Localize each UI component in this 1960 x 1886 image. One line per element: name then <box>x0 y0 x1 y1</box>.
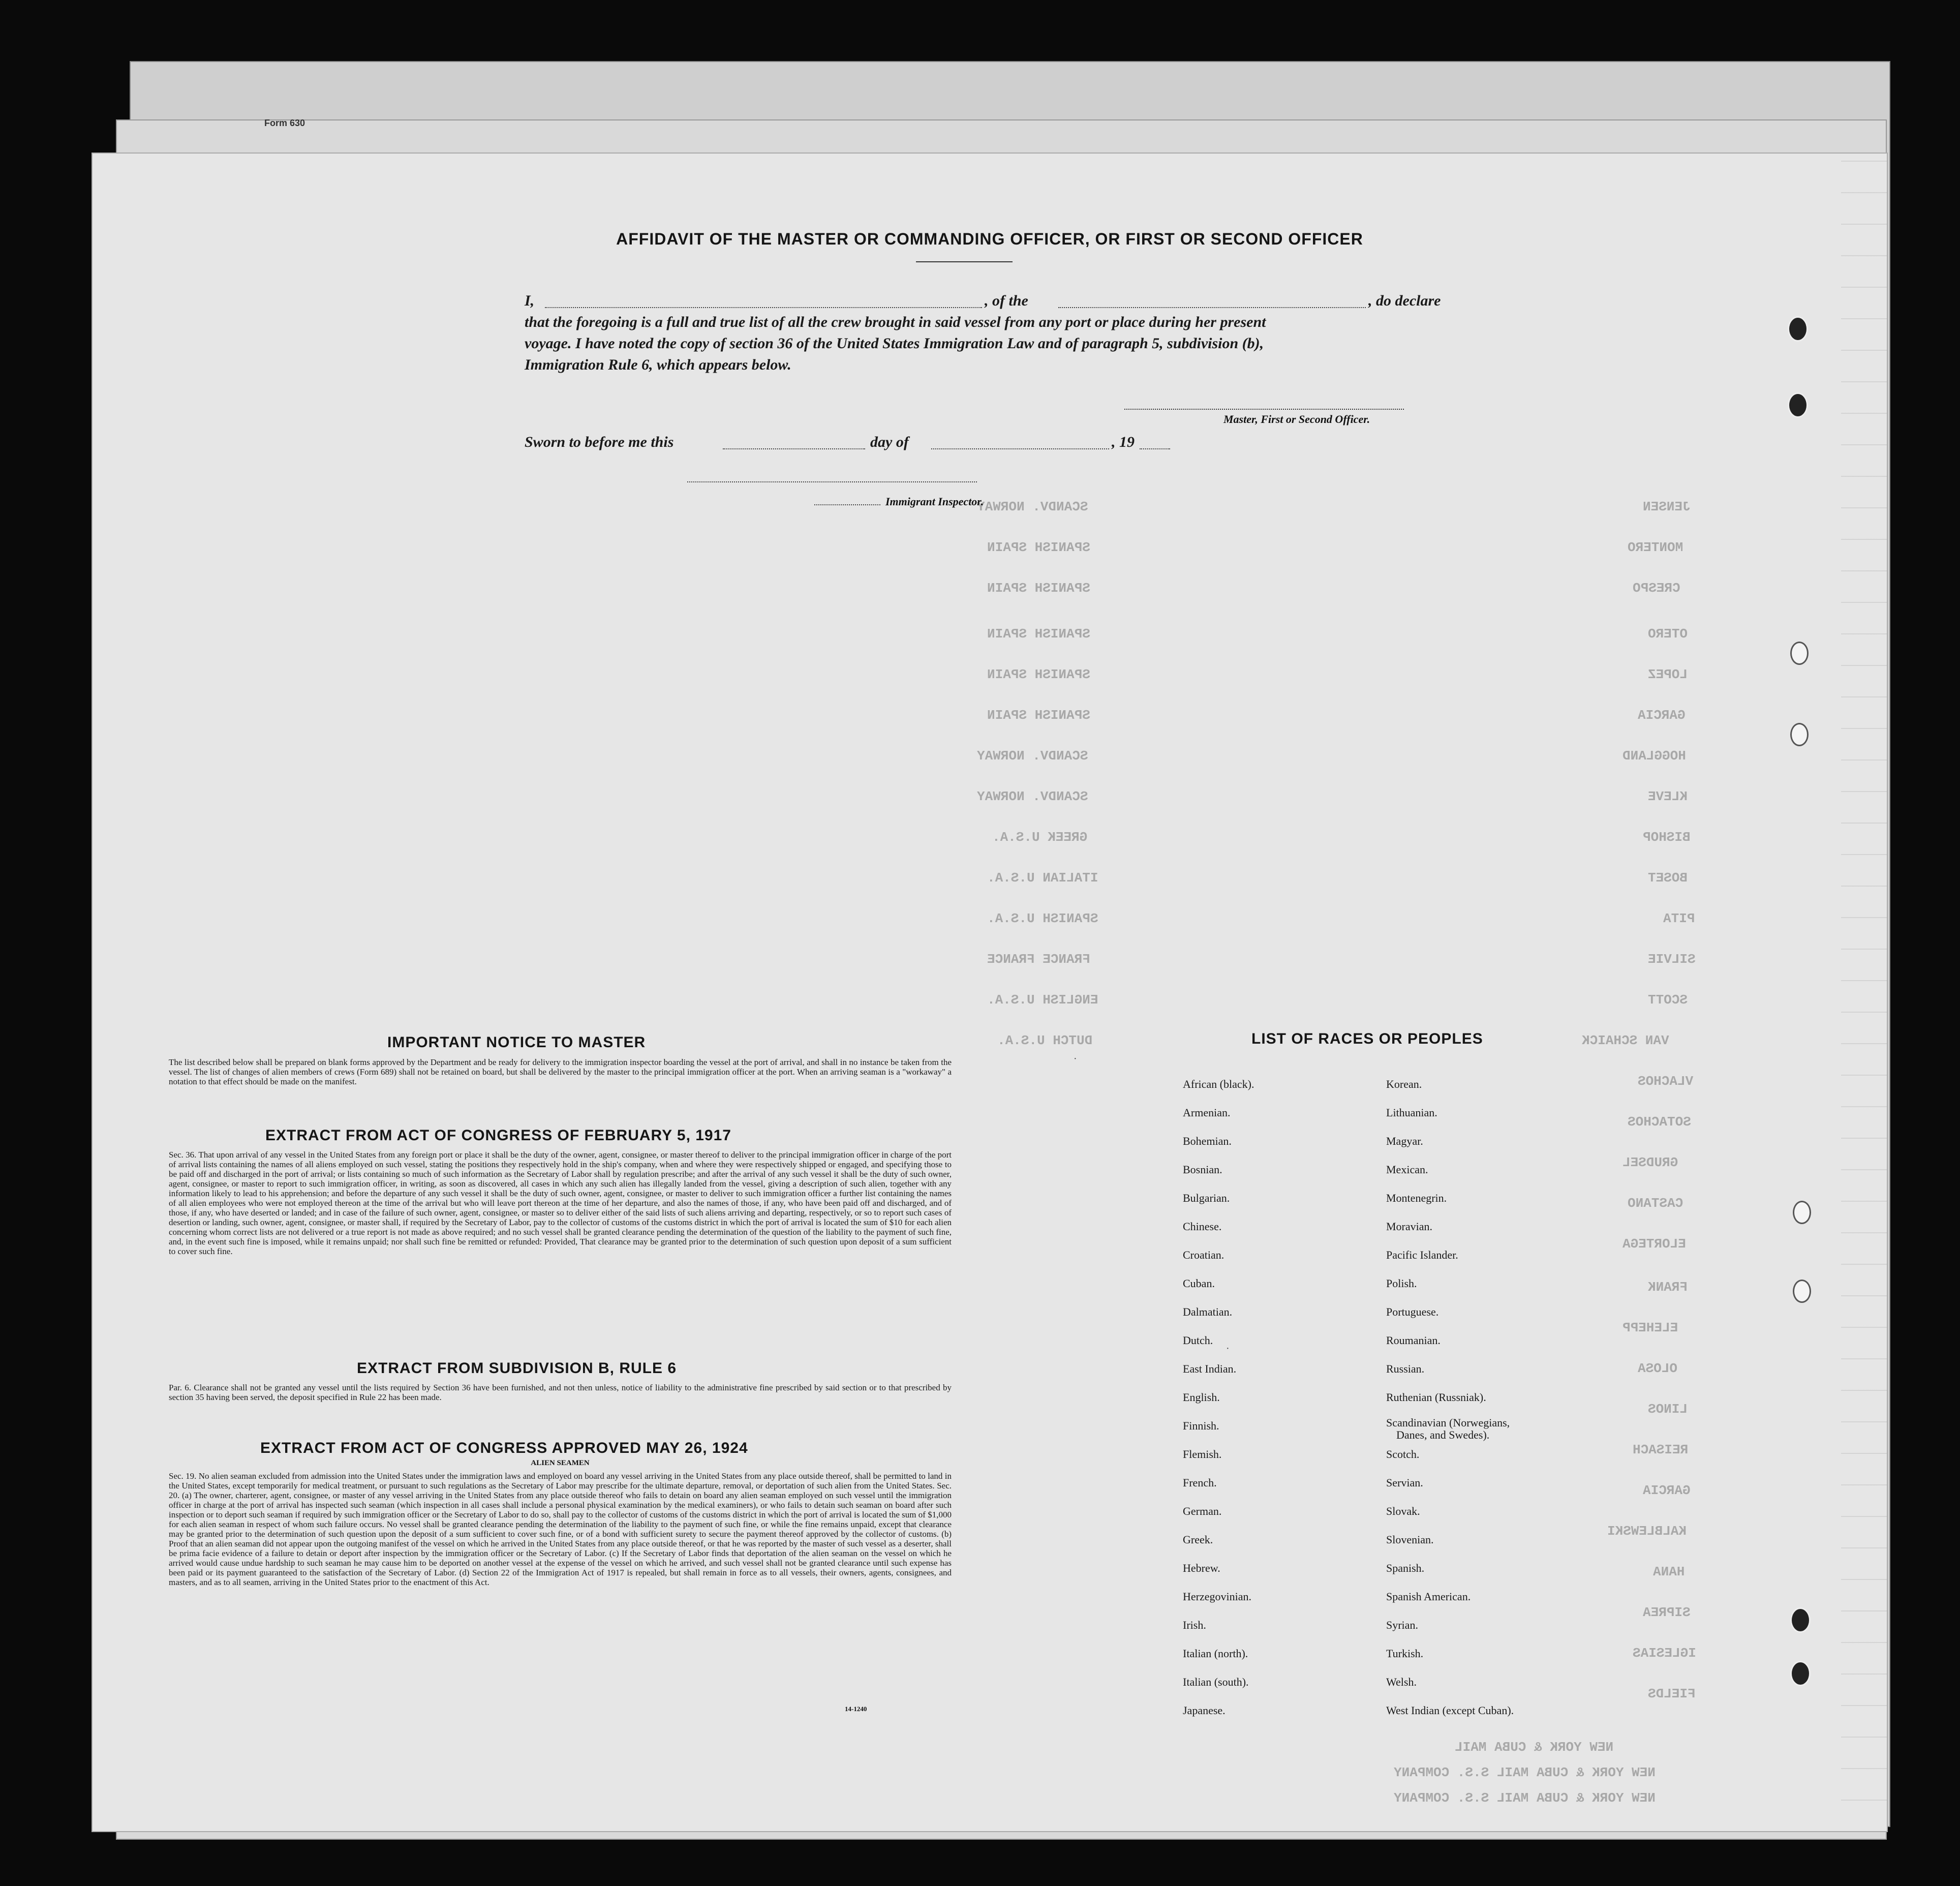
race-item: Mexican. <box>1386 1163 1428 1176</box>
binder-hole <box>1793 1201 1811 1224</box>
ghost-nationality: ITALIAN U.S.A. <box>987 870 1098 886</box>
extract-1917-text: Sec. 36. That upon arrival of any vessel in the United States from any foreign port or place it shall be the duty of the owner, agent, consignee, or master thereof to deliver to the principal immigration officer in charge of the port of arrival lists containing the names of all aliens employed on such vessel, stating the positions they respectively hold in the ship's company, when and where they were respectively shipped or engaged, and specifying those to be paid off and discharged in the port of arrival; or lists containing so much of such information as the Secretary of Labor shall by regulation prescribe; and after the arrival of any such vessel it shall be the duty of such owner, agent, consignee, or master to report to such immigration officer, in writing, as soon as discovered, all cases in which any such alien has illegally landed from the vessel, giving a description of such alien, together with any information likely to lead to his apprehension; and before the departure of any such vessel it shall be the duty of such owner, agent, consignee, or master to deliver to such immigration officer a further list containing the names of all alien employees who were not employed thereon at the time of the arrival but who will leave port thereon at the time of her departure, and also the names of those, if any, who have been paid off and discharged, and of those, if any, who have deserted or landed; and in case of the failure of such owner, agent, consignee, or master so to deliver either of the said lists of such aliens arriving and departing, respectively, or so to report such cases of desertion or landing, such owner, agent, consignee, or master shall, if required by the Secretary of Labor, pay to the collector of customs of the customs district in which the port of arrival is located the sum of $10 for each alien concerning whom correct lists are not delivered or a true report is not made as above required; and no such vessel shall be granted clearance pending the determination of the question of the liability to the payment of such fine, and, in the event such fine is imposed, while it remains unpaid; nor shall such fine be remitted or refunded: Provided, That clearance may be granted prior to the determination of such question upon deposit of a sum sufficient to cover such fine. <box>169 1150 952 1256</box>
race-item: Bosnian. <box>1183 1163 1222 1176</box>
ghost-name: KLEVE <box>1648 789 1688 804</box>
binder-hole <box>1790 1607 1811 1633</box>
ghost-nationality: GREEK U.S.A. <box>992 830 1088 845</box>
binder-hole <box>1790 642 1809 665</box>
ghost-nationality: SCANDV. NORWAY <box>977 499 1088 514</box>
do-declare-label: , do declare <box>1368 292 1441 309</box>
race-item: Herzegovinian. <box>1183 1590 1251 1603</box>
ghost-name: VLACHOS <box>1638 1074 1694 1089</box>
ghost-name: FIELDS <box>1648 1686 1696 1701</box>
day-blank[interactable] <box>723 448 865 449</box>
signature-line[interactable] <box>1124 409 1404 410</box>
tick-mark: · <box>1074 1053 1077 1064</box>
ghost-nationality: SPANISH SPAIN <box>987 708 1090 723</box>
race-item: German. <box>1183 1505 1222 1517</box>
race-item: Italian (south). <box>1183 1676 1249 1688</box>
extract-rule6-title: EXTRACT FROM SUBDIVISION B, RULE 6 <box>357 1360 677 1377</box>
race-item: Roumanian. <box>1386 1334 1441 1347</box>
ghost-name: SOTACHOS <box>1628 1114 1691 1130</box>
notice-title: IMPORTANT NOTICE TO MASTER <box>387 1034 646 1051</box>
ghost-name: PITA <box>1663 911 1695 926</box>
race-item: English. <box>1183 1391 1220 1404</box>
race-item: Servian. <box>1386 1476 1423 1489</box>
race-item: Lithuanian. <box>1386 1106 1437 1119</box>
ghost-name: KALBLEWSKI <box>1607 1524 1687 1539</box>
i-label: I, <box>525 292 535 309</box>
grid-strip <box>1841 154 1887 1831</box>
race-item: Scotch. <box>1386 1448 1420 1461</box>
race-item: Slovak. <box>1386 1505 1420 1517</box>
name-blank[interactable] <box>545 307 982 308</box>
race-item: Syrian. <box>1386 1619 1418 1631</box>
race-item: Russian. <box>1386 1362 1425 1375</box>
binder-hole <box>1788 316 1808 342</box>
race-item: Finnish. <box>1183 1419 1219 1432</box>
ghost-name: ELORTEGA <box>1622 1236 1686 1252</box>
race-item: Greek. <box>1183 1533 1213 1546</box>
race-item: Turkish. <box>1386 1647 1424 1660</box>
ghost-nationality: SPANISH SPAIN <box>987 626 1090 642</box>
race-item: Spanish. <box>1386 1562 1425 1574</box>
extract-1924-text: Sec. 19. No alien seaman excluded from admission into the United States under the immigration laws and employed on board any vessel arriving in the United States from any place outside thereof, shall be permitted to land in the United States, except temporarily for medical treatment, or pursuant to such regulations as the Secretary of Labor may prescribe for the ultimate departure, removal, or deportation of such alien from the United States. Sec. 20. (a) The owner, charterer, agent, consignee, or master of any vessel arriving in the United States from any place outside thereof who fails to detain on board any alien seaman employed on such vessel until the immigration officer in charge at the port of arrival has inspected such seaman (which inspection in all cases shall include a personal physical examination by the medical examiners), or who fails to detain such seaman on board after such inspection or to deport such seaman if required by such immigration officer or the Secretary of Labor to do so, shall pay to the collector of customs of the customs district in which the port of arrival is located the sum of $1,000 for each alien seaman in respect of whom such failure occurs. No vessel shall be granted clearance pending the determination of the liability to the payment of such fine, or while the fine remains unpaid, except that clearance may be granted prior to the determination of such question upon the deposit of a sum sufficient to cover such fine, or of a bond with sufficient surety to secure the payment thereof approved by the collector of customs. (b) Proof that an alien seaman did not appear upon the outgoing manifest of the vessel on which he arrived in the United States from any place outside thereof, or that he was reported by the master of such vessel as a deserter, shall be prima facie evidence of a failure to detain or deport after inspection by the immigration officer or the Secretary of Labor. (c) If the Secretary of Labor finds that deportation of the alien seaman on the vessel on which he arrived would cause undue hardship to such seaman he may cause him to be deported on another vessel at the expense of the vessel on which he arrived, and such vessel shall not be granted clearance until such expense has been paid or its payment guaranteed to the satisfaction of the Secretary of Labor. (d) Section 22 of the Immigration Act of 1917 is repealed, but shall remain in force as to all vessels, their owners, agents, consignees, and masters, and as to all seamen, arriving in the United States prior to the enactment of this Act. <box>169 1471 952 1587</box>
race-item: Dalmatian. <box>1183 1305 1233 1318</box>
race-item: Bulgarian. <box>1183 1192 1230 1204</box>
race-item: Polish. <box>1386 1277 1417 1290</box>
ghost-nationality: SPANISH SPAIN <box>987 581 1090 596</box>
extract-1924-title: EXTRACT FROM ACT OF CONGRESS APPROVED MAY 26, 1924 <box>260 1440 748 1456</box>
race-item: Pacific Islander. <box>1386 1249 1458 1261</box>
sworn-line <box>525 432 1236 452</box>
ghost-name: CRESPO <box>1633 581 1680 596</box>
binder-hole <box>1793 1280 1811 1303</box>
inspector-label: Immigrant Inspector. <box>885 495 984 508</box>
extract-1924-subtitle: ALIEN SEAMEN <box>531 1459 590 1467</box>
ghost-name: FRANK <box>1648 1280 1688 1295</box>
race-item: Italian (north). <box>1183 1647 1248 1660</box>
ghost-footer: NEW YORK & CUBA MAIL S.S. COMPANY <box>1394 1765 1656 1780</box>
manifest-page <box>91 153 1888 1832</box>
signature-label: Master, First or Second Officer. <box>1223 413 1370 425</box>
tick-mark: · <box>1226 1343 1230 1354</box>
affidavit-line-2: that the foregoing is a full and true list of all the crew brought in said vessel from any port or place during her present <box>525 314 1266 330</box>
of-the-label: , of the <box>985 292 1028 309</box>
race-item: Welsh. <box>1386 1676 1417 1688</box>
race-item: Montenegrin. <box>1386 1192 1447 1204</box>
race-item: French. <box>1183 1476 1217 1489</box>
ghost-nationality: SCANDV. NORWAY <box>977 748 1088 764</box>
ghost-nationality: SPANISH SPAIN <box>987 540 1090 555</box>
race-item: Spanish American. <box>1386 1590 1471 1603</box>
race-item: West Indian (except Cuban). <box>1386 1704 1514 1717</box>
day-of-label: day of <box>870 434 909 450</box>
race-item: Armenian. <box>1183 1106 1231 1119</box>
ghost-name: CASTANO <box>1628 1196 1683 1211</box>
extract-1917-title: EXTRACT FROM ACT OF CONGRESS OF FEBRUARY 5, 1917 <box>265 1127 731 1144</box>
ghost-name: LINOS <box>1648 1402 1688 1417</box>
race-item: Dutch. <box>1183 1334 1213 1347</box>
race-item: Korean. <box>1386 1078 1422 1090</box>
race-item: Cuban. <box>1183 1277 1215 1290</box>
ghost-name: MONTERO <box>1628 540 1683 555</box>
form-number: Form 630 <box>264 118 305 128</box>
race-item: African (black). <box>1183 1078 1254 1090</box>
race-item: Bohemian. <box>1183 1135 1232 1147</box>
sworn-label: Sworn to before me this <box>525 434 674 450</box>
ghost-nationality: FRANCE FRANCE <box>987 952 1090 967</box>
extract-rule6-text: Par. 6. Clearance shall not be granted any vessel until the lists required by Section 36 have been furnished, and not then unless, notice of liability to the administrative fine prescribed by said section or to that prescribed by section 35 having been served, the deposit specified in Rule 22 has been made. <box>169 1383 952 1402</box>
race-item: Portuguese. <box>1386 1305 1439 1318</box>
race-item: Chinese. <box>1183 1220 1222 1233</box>
ghost-name: LOPEZ <box>1648 667 1688 682</box>
ghost-footer: NEW YORK & CUBA MAIL <box>1455 1740 1614 1755</box>
ghost-name: SIPREA <box>1643 1605 1691 1620</box>
affidavit-line-3: voyage. I have noted the copy of section 36 of the United States Immigration Law and of paragraph 5, subdivision (b), <box>525 335 1264 352</box>
race-item: Croatian. <box>1183 1249 1224 1261</box>
year-label: , 19 <box>1112 434 1135 450</box>
ghost-name: GARCIA <box>1638 708 1686 723</box>
ghost-nationality: SPANISH U.S.A. <box>987 911 1098 926</box>
ghost-name: GRUDSEL <box>1622 1155 1678 1170</box>
title-underline <box>916 261 1013 262</box>
binder-hole <box>1790 1661 1811 1686</box>
ghost-name: VAN SCHAICK <box>1582 1033 1669 1048</box>
ghost-nationality: ENGLISH U.S.A. <box>987 992 1098 1008</box>
print-code: 14-1240 <box>845 1705 867 1713</box>
ghost-name: OTERO <box>1648 626 1688 642</box>
ghost-nationality: DUTCH U.S.A. <box>997 1033 1093 1048</box>
binder-hole <box>1790 723 1809 746</box>
race-item: Moravian. <box>1386 1220 1433 1233</box>
ghost-nationality: SCANDV. NORWAY <box>977 789 1088 804</box>
inspector-line[interactable] <box>687 481 977 482</box>
ghost-name: GARCIA <box>1643 1483 1691 1498</box>
affidavit-first-line <box>525 291 1592 311</box>
ghost-name: JENSEN <box>1643 499 1691 514</box>
ghost-name: SILVIE <box>1648 952 1696 967</box>
race-item: Irish. <box>1183 1619 1206 1631</box>
ghost-name: HOGGLAND <box>1622 748 1686 764</box>
ghost-name: ELEHEPP <box>1622 1320 1678 1335</box>
race-item: Japanese. <box>1183 1704 1226 1717</box>
affidavit-title: AFFIDAVIT OF THE MASTER OR COMMANDING OFFICER, OR FIRST OR SECOND OFFICER <box>616 230 1363 248</box>
race-item: Ruthenian (Russniak). <box>1386 1391 1486 1404</box>
inspector-name-dots <box>814 504 880 505</box>
race-item: Magyar. <box>1386 1135 1423 1147</box>
year-blank[interactable] <box>1140 448 1170 449</box>
race-item: Hebrew. <box>1183 1562 1220 1574</box>
affidavit-line-4: Immigration Rule 6, which appears below. <box>525 356 791 373</box>
ghost-footer: NEW YORK & CUBA MAIL S.S. COMPANY <box>1394 1790 1656 1806</box>
vessel-blank[interactable] <box>1058 307 1366 308</box>
ghost-name: REISACH <box>1633 1442 1689 1457</box>
ghost-name: IGLESIAS <box>1633 1646 1696 1661</box>
ghost-name: OLOSA <box>1638 1361 1678 1376</box>
ghost-name: BOSET <box>1648 870 1688 886</box>
ghost-name: HANA <box>1653 1564 1685 1579</box>
race-item: Scandinavian (Norwegians, <box>1386 1416 1510 1429</box>
race-item-continued: Danes, and Swedes). <box>1396 1428 1490 1441</box>
ghost-name: BISHOP <box>1643 830 1691 845</box>
notice-text: The list described below shall be prepared on blank forms approved by the Department and be ready for delivery to the immigration inspector boarding the vessel at the port of arrival, and shall in no instance be taken from the vessel. The list of changes of alien members of crews (Form 689) shall not be retained on board, but shall be delivered by the master to the principal immigration officer at the port. When an arriving seaman is a "workaway" a notation to that effect should be made on the manifest. <box>169 1057 952 1086</box>
binder-hole <box>1788 392 1808 418</box>
ghost-nationality: SPANISH SPAIN <box>987 667 1090 682</box>
race-item: Flemish. <box>1183 1448 1222 1461</box>
ghost-name: SCOTT <box>1648 992 1688 1008</box>
races-title: LIST OF RACES OR PEOPLES <box>1251 1030 1483 1047</box>
month-blank[interactable] <box>931 448 1109 449</box>
race-item: East Indian. <box>1183 1362 1237 1375</box>
race-item: Slovenian. <box>1386 1533 1434 1546</box>
